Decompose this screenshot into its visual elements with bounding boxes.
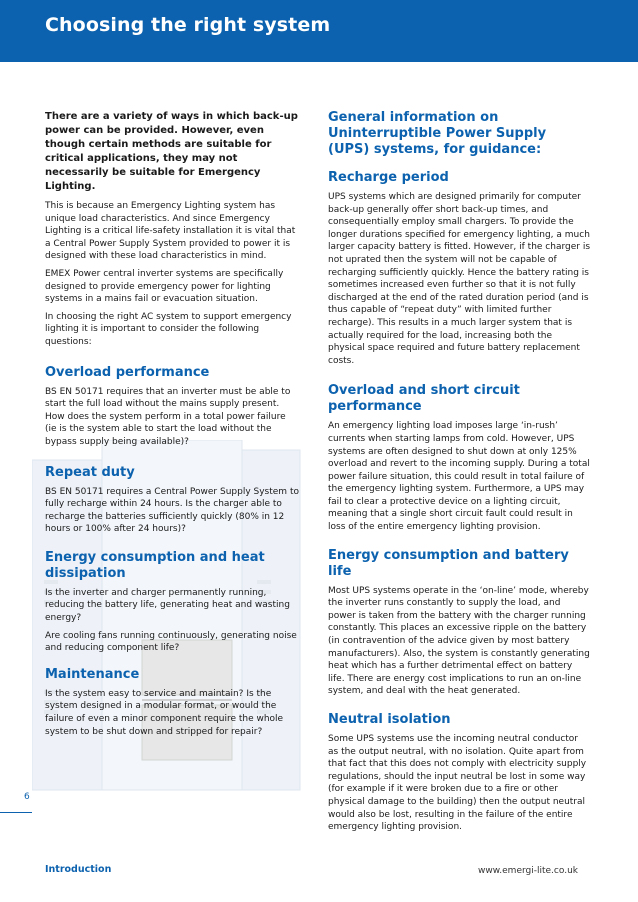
body-paragraph: In choosing the right AC system to support emergency lighting it is important to consider the following questions:: [45, 311, 292, 347]
section-heading: Neutral isolation: [328, 712, 451, 727]
intro-paragraph: There are a variety of ways in which back-up power can be provided. However, even though certain methods are suitable for critical applications, they may not necessarily be suitable for Emergency Lighting.: [45, 111, 298, 192]
section-heading: Overload performance: [45, 364, 210, 380]
body-paragraph: Are cooling fans running continuously, generating noise and reducing component life?: [45, 630, 297, 654]
body-paragraph: Is the inverter and charger permanently running, reducing the battery life, generating heat and wasting energy?: [45, 587, 290, 624]
body-paragraph: UPS systems which are designed primarily for computer back-up generally offer short back-up times, and consequentially employ small chargers. To provide the longer durations specified for emergency lighting, a much larger capacity battery is fitted. However, if the charger is not uprated then the system will not be capable of recharging sufficiently quickly. Hence the battery rating is sometimes increased even further so that it is not fully discharged at the end of the rated duration period (and is thus capable of “repeat duty” with limited further recharge). This results in a much larger system that is actually required for the load, increasing both the physical space required and future battery replacement costs.: [328, 192, 591, 366]
page-number-rule: [0, 812, 32, 813]
header-bar: [0, 0, 638, 62]
body-paragraph: This is because an Emergency Lighting system has unique load characteristics. And since Emergency Lighting is a critical life-safety installation it is vital that a Central Power Supply System provided to power it is designed with these load characteristics in mind.: [45, 201, 296, 262]
section-heading: Overload and short circuit performance: [328, 383, 520, 415]
section-heading: General information on Uninterruptible Power Supply (UPS) systems, for guidance:: [328, 110, 547, 157]
body-paragraph: Most UPS systems operate in the ‘on-line’ mode, whereby the inverter runs constantly to supply the load, and power is taken from the battery with the charger running constantly. This places an excessive ripple on the battery (in contravention of the advice given by most battery manufacturers). Also, the system is constantly generating heat which has a further detrimental effect on battery life. There are energy cost implications to run an on-line system, and deal with the heat generated.: [328, 585, 590, 697]
section-heading: Recharge period: [328, 170, 449, 185]
left-column: [45, 110, 299, 743]
section-heading: Repeat duty: [45, 464, 135, 480]
section-heading: Maintenance: [45, 666, 140, 682]
body-paragraph: EMEX Power central inverter systems are specifically designed to provide emergency power for lighting systems in a mains fail or evacuation situation.: [45, 268, 284, 305]
section-heading: Energy consumption and heat dissipation: [45, 549, 265, 581]
right-column: [328, 110, 590, 839]
body-paragraph: BS EN 50171 requires a Central Power Supply System to fully recharge within 24 hours. Is the charger able to recharge the batteries sufficiently quickly (80% in 12 hours or 100% after 24 hours)?: [45, 486, 299, 535]
footer-url[interactable]: www.emergi-lite.co.uk: [478, 866, 578, 876]
page-number: 6: [24, 792, 30, 802]
page-title: Choosing the right system: [45, 14, 331, 36]
footer-section-label: Introduction: [45, 864, 112, 875]
body-paragraph: Some UPS systems use the incoming neutral conductor as the output neutral, with no isolation. Quite apart from that fact that this does not comply with electricity supply regulations, should the input neutral be lost in some way (for example if it were broken due to a fire or other physical damage to the building) then the output neutral would also be lost, resulting in the failure of the entire emergency lighting provision.: [328, 734, 587, 833]
body-paragraph: BS EN 50171 requires that an inverter must be able to start the full load without the mains supply present. How does the system perform in a total power failure (ie is the system able to start the load without the bypass supply being available)?: [45, 386, 291, 447]
body-paragraph: An emergency lighting load imposes large ‘in-rush’ currents when starting lamps from cold. However, UPS systems are often designed to shut down at only 125% overload and revert to the incoming supply. During a total power failure situation, this could result in total failure of the emergency lighting system. Furthermore, a UPS may fail to clear a protective device on a lighting circuit, meaning that a single short circuit fault could result in loss of the entire emergency lighting provision.: [328, 421, 590, 533]
section-heading: Energy consumption and battery life: [328, 547, 569, 579]
body-paragraph: Is the system easy to service and maintain? Is the system designed in a modular format, or would the failure of even a minor component require the whole system to be shut down and stripped for repair?: [45, 688, 284, 737]
